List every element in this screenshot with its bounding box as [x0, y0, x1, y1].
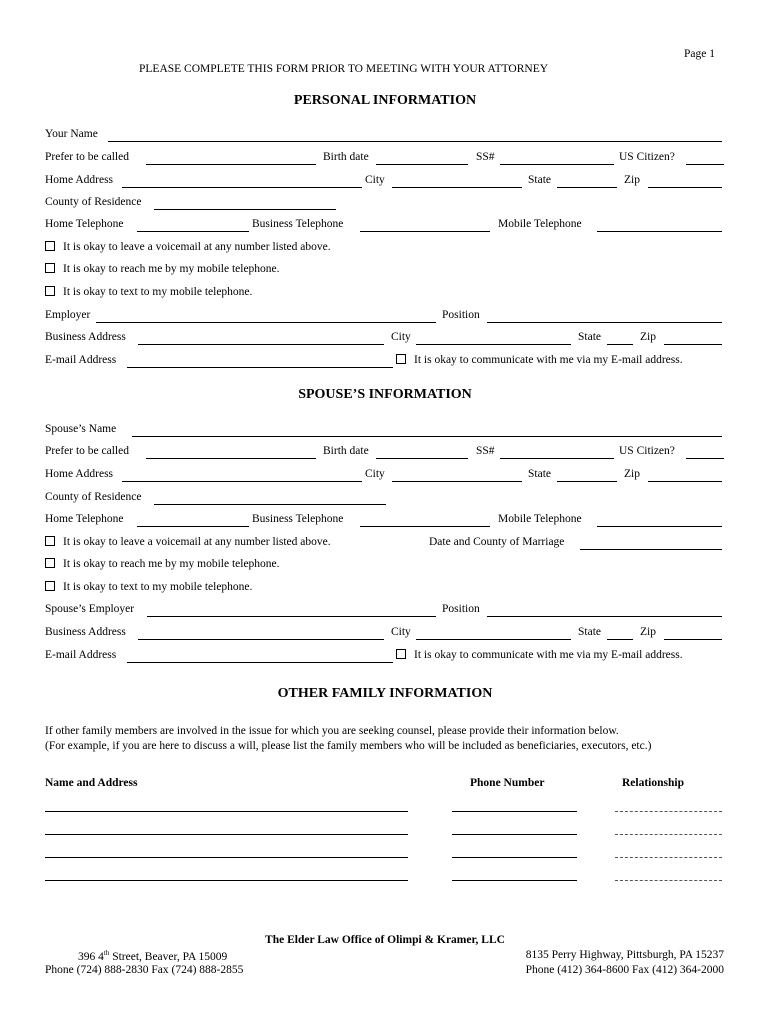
spouse-business-zip-field[interactable] [664, 639, 722, 640]
mobile-tel-label: Mobile Telephone [498, 218, 582, 230]
family-name-field-2[interactable] [45, 834, 408, 835]
family-rel-field-1[interactable] [615, 811, 722, 812]
home-tel-field[interactable] [137, 231, 249, 232]
firm-name: The Elder Law Office of Olimpi & Kramer, LLC [265, 934, 505, 946]
family-phone-field-3[interactable] [452, 857, 577, 858]
business-zip-label: Zip [640, 331, 656, 343]
col-phone: Phone Number [470, 777, 545, 789]
left-office-address [78, 949, 227, 963]
spouse-city-label: City [365, 468, 385, 480]
family-rel-field-4[interactable] [615, 880, 722, 881]
position-field[interactable] [487, 322, 722, 323]
county-label: County of Residence [45, 196, 142, 208]
spouse-home-address-field[interactable] [122, 481, 362, 482]
spouse-business-city-label: City [391, 626, 411, 638]
spouse-mobile-label: It is okay to reach me by my mobile telephone. [63, 558, 280, 570]
business-address-field[interactable] [138, 344, 384, 345]
family-intro-2: (For example, if you are here to discuss a will, please list the family members who will be included as beneficiaries, executors, etc.) [45, 740, 652, 752]
state-label: State [528, 174, 551, 186]
spouse-county-field[interactable] [154, 504, 386, 505]
spouse-business-state-field[interactable] [607, 639, 633, 640]
prefer-label: Prefer to be called [45, 151, 129, 163]
mobile-option[interactable] [45, 263, 280, 275]
left-address-number: 396 4 [78, 950, 104, 963]
family-phone-field-4[interactable] [452, 880, 577, 881]
spouse-name-label: Spouse’s Name [45, 423, 117, 435]
text-option[interactable] [45, 286, 252, 298]
spouse-zip-label: Zip [624, 468, 640, 480]
spouse-mobile-checkbox[interactable] [45, 558, 55, 568]
family-name-field-3[interactable] [45, 857, 408, 858]
position-label: Position [442, 309, 480, 321]
spouse-business-city-field[interactable] [416, 639, 571, 640]
email-ok-label: It is okay to communicate with me via my E-mail address. [414, 354, 683, 366]
home-tel-label: Home Telephone [45, 218, 124, 230]
business-address-label: Business Address [45, 331, 126, 343]
spouse-prefer-field[interactable] [146, 458, 316, 459]
home-address-label: Home Address [45, 174, 114, 186]
voicemail-option[interactable] [45, 241, 331, 253]
email-field[interactable] [127, 367, 393, 368]
spouse-heading: SPOUSE’S INFORMATION [298, 387, 472, 402]
spouse-voicemail-checkbox[interactable] [45, 536, 55, 546]
spouse-home-address-label: Home Address [45, 468, 114, 480]
spouse-business-address-field[interactable] [138, 639, 384, 640]
spouse-position-label: Position [442, 603, 480, 615]
business-state-label: State [578, 331, 601, 343]
spouse-home-tel-label: Home Telephone [45, 513, 124, 525]
left-office-phone: Phone (724) 888-2830 Fax (724) 888-2855 [45, 964, 244, 976]
spouse-mobile-tel-field[interactable] [597, 526, 722, 527]
spouse-text-checkbox[interactable] [45, 581, 55, 591]
family-phone-field-2[interactable] [452, 834, 577, 835]
business-state-field[interactable] [607, 344, 633, 345]
text-checkbox[interactable] [45, 286, 55, 296]
mobile-label: It is okay to reach me by my mobile telephone. [63, 263, 280, 275]
spouse-state-field[interactable] [557, 481, 617, 482]
spouse-us-citizen-label: US Citizen? [619, 445, 675, 457]
ss-label: SS# [476, 151, 495, 163]
home-address-field[interactable] [122, 187, 362, 188]
spouse-position-field[interactable] [487, 616, 722, 617]
spouse-text-option[interactable] [45, 581, 252, 593]
prefer-field[interactable] [146, 164, 316, 165]
spouse-email-option[interactable] [396, 649, 683, 661]
spouse-mobile-tel-label: Mobile Telephone [498, 513, 582, 525]
spouse-business-tel-field[interactable] [360, 526, 490, 527]
spouse-email-field[interactable] [127, 662, 393, 663]
county-field[interactable] [154, 209, 336, 210]
business-city-label: City [391, 331, 411, 343]
state-field[interactable] [557, 187, 617, 188]
family-heading: OTHER FAMILY INFORMATION [277, 686, 493, 701]
family-rel-field-2[interactable] [615, 834, 722, 835]
business-city-field[interactable] [416, 344, 571, 345]
spouse-birth-date-label: Birth date [323, 445, 369, 457]
email-checkbox[interactable] [396, 354, 406, 364]
spouse-voicemail-option[interactable] [45, 536, 331, 548]
marriage-label: Date and County of Marriage [429, 536, 565, 548]
spouse-mobile-option[interactable] [45, 558, 280, 570]
spouse-name-field[interactable] [132, 436, 722, 437]
right-office-address: 8135 Perry Highway, Pittsburgh, PA 15237 [525, 949, 724, 961]
spouse-business-address-label: Business Address [45, 626, 126, 638]
personal-heading: PERSONAL INFORMATION [293, 93, 477, 108]
spouse-email-checkbox[interactable] [396, 649, 406, 659]
spouse-birth-date-field[interactable] [376, 458, 468, 459]
city-label: City [365, 174, 385, 186]
business-tel-label: Business Telephone [252, 218, 344, 230]
zip-label: Zip [624, 174, 640, 186]
voicemail-label: It is okay to leave a voicemail at any number listed above. [63, 241, 331, 253]
us-citizen-label: US Citizen? [619, 151, 675, 163]
spouse-us-citizen-field[interactable] [686, 458, 724, 459]
marriage-field[interactable] [580, 549, 722, 550]
spouse-city-field[interactable] [392, 481, 522, 482]
birth-date-field[interactable] [376, 164, 468, 165]
email-option[interactable] [396, 354, 683, 366]
page-number: Page 1 [684, 48, 715, 60]
spouse-business-state-label: State [578, 626, 601, 638]
employer-field[interactable] [96, 322, 436, 323]
left-address-street: Street, Beaver, PA 15009 [109, 950, 228, 963]
spouse-home-tel-field[interactable] [137, 526, 249, 527]
left-address-suffix: th [103, 949, 110, 957]
your-name-label: Your Name [45, 128, 98, 140]
us-citizen-field[interactable] [686, 164, 724, 165]
business-zip-field[interactable] [664, 344, 722, 345]
spouse-ss-label: SS# [476, 445, 495, 457]
business-tel-field[interactable] [360, 231, 490, 232]
ss-field[interactable] [500, 164, 614, 165]
family-name-field-1[interactable] [45, 811, 408, 812]
zip-field[interactable] [648, 187, 722, 188]
col-name-address: Name and Address [45, 777, 138, 789]
spouse-voicemail-label: It is okay to leave a voicemail at any number listed above. [63, 536, 331, 548]
spouse-zip-field[interactable] [648, 481, 722, 482]
birth-date-label: Birth date [323, 151, 369, 163]
spouse-ss-field[interactable] [500, 458, 614, 459]
spouse-employer-field[interactable] [147, 616, 436, 617]
spouse-business-tel-label: Business Telephone [252, 513, 344, 525]
spouse-state-label: State [528, 468, 551, 480]
spouse-prefer-label: Prefer to be called [45, 445, 129, 457]
family-rel-field-3[interactable] [615, 857, 722, 858]
text-label: It is okay to text to my mobile telephone. [63, 286, 253, 298]
city-field[interactable] [392, 187, 522, 188]
family-intro-1: If other family members are involved in the issue for which you are seeking counsel, please provide their information below. [45, 725, 619, 737]
spouse-email-ok-label: It is okay to communicate with me via my E-mail address. [414, 649, 683, 661]
spouse-business-zip-label: Zip [640, 626, 656, 638]
email-label: E-mail Address [45, 354, 117, 366]
spouse-employer-label: Spouse’s Employer [45, 603, 135, 615]
family-phone-field-1[interactable] [452, 811, 577, 812]
mobile-checkbox[interactable] [45, 263, 55, 273]
spouse-county-label: County of Residence [45, 491, 142, 503]
right-office-phone: Phone (412) 364-8600 Fax (412) 364-2000 [525, 964, 724, 976]
employer-label: Employer [45, 309, 91, 321]
spouse-text-label: It is okay to text to my mobile telephone. [63, 581, 253, 593]
spouse-email-label: E-mail Address [45, 649, 117, 661]
form-instruction: PLEASE COMPLETE THIS FORM PRIOR TO MEETING WITH YOUR ATTORNEY [139, 63, 549, 75]
family-name-field-4[interactable] [45, 880, 408, 881]
col-relationship: Relationship [622, 777, 684, 789]
voicemail-checkbox[interactable] [45, 241, 55, 251]
mobile-tel-field[interactable] [597, 231, 722, 232]
your-name-field[interactable] [108, 141, 722, 142]
